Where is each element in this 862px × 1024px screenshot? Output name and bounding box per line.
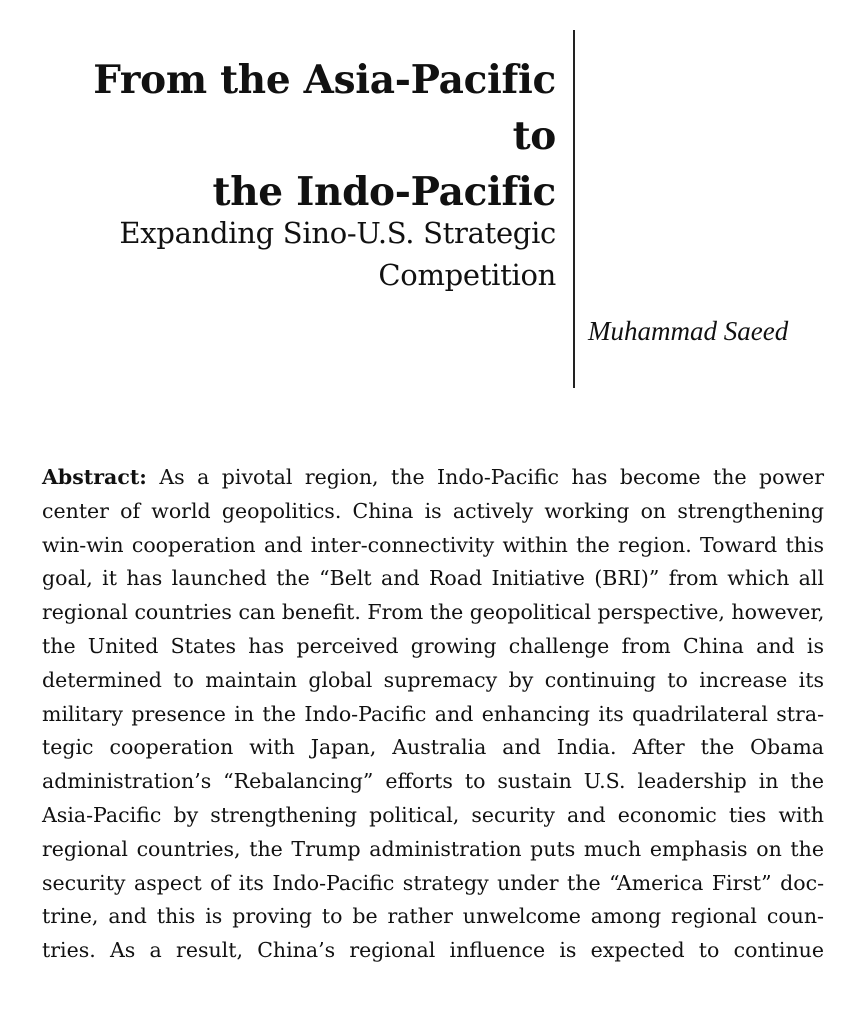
abstract-line: administration’s “Rebalancing” efforts to sustain U.S. leadership in the xyxy=(42,769,824,794)
abstract-line: military presence in the Indo-Pacific and enhancing its quadrilateral stra- xyxy=(42,701,824,726)
article-title-line: the Indo-Pacific xyxy=(212,169,556,215)
article-title xyxy=(40,52,556,220)
abstract-line: regional countries, the Trump administration puts much emphasis on the xyxy=(42,836,824,861)
article-subtitle xyxy=(40,212,556,296)
abstract-line: tries. As a result, China’s regional influence is expected to continue xyxy=(42,938,824,963)
abstract-line: win-win cooperation and inter-connectivity within the region. Toward this xyxy=(42,532,824,557)
abstract-line: security aspect of its Indo-Pacific strategy under the “America First” doc- xyxy=(42,870,824,895)
article-subtitle-line: Competition xyxy=(378,258,556,292)
abstract-label: Abstract: xyxy=(42,465,147,489)
abstract-line: trine, and this is proving to be rather unwelcome among regional coun- xyxy=(42,904,824,929)
abstract-line xyxy=(42,461,824,495)
abstract-line: the United States has perceived growing challenge from China and is xyxy=(42,633,824,658)
abstract-line: determined to maintain global supremacy by continuing to increase its xyxy=(42,667,824,692)
abstract xyxy=(42,461,824,968)
abstract-line-text: As a pivotal region, the Indo-Pacific has become the power xyxy=(146,465,824,489)
article-subtitle-line: Expanding Sino-U.S. Strategic xyxy=(119,216,556,250)
article-title-line: From the Asia-Pacific to xyxy=(93,57,556,159)
title-block xyxy=(40,52,556,292)
abstract-line: Asia-Pacific by strengthening political, security and economic ties with xyxy=(42,802,824,827)
abstract-line: regional countries can benefit. From the geopolitical perspective, however, xyxy=(42,600,825,625)
author-name: Muhammad Saeed xyxy=(588,316,789,346)
abstract-line: goal, it has launched the “Belt and Road Initiative (BRI)” from which all xyxy=(42,566,824,591)
abstract-line: tegic cooperation with Japan, Australia and India. After the Obama xyxy=(42,735,824,760)
abstract-line: center of world geopolitics. China is actively working on strengthening xyxy=(42,498,824,523)
vertical-divider xyxy=(573,30,575,388)
